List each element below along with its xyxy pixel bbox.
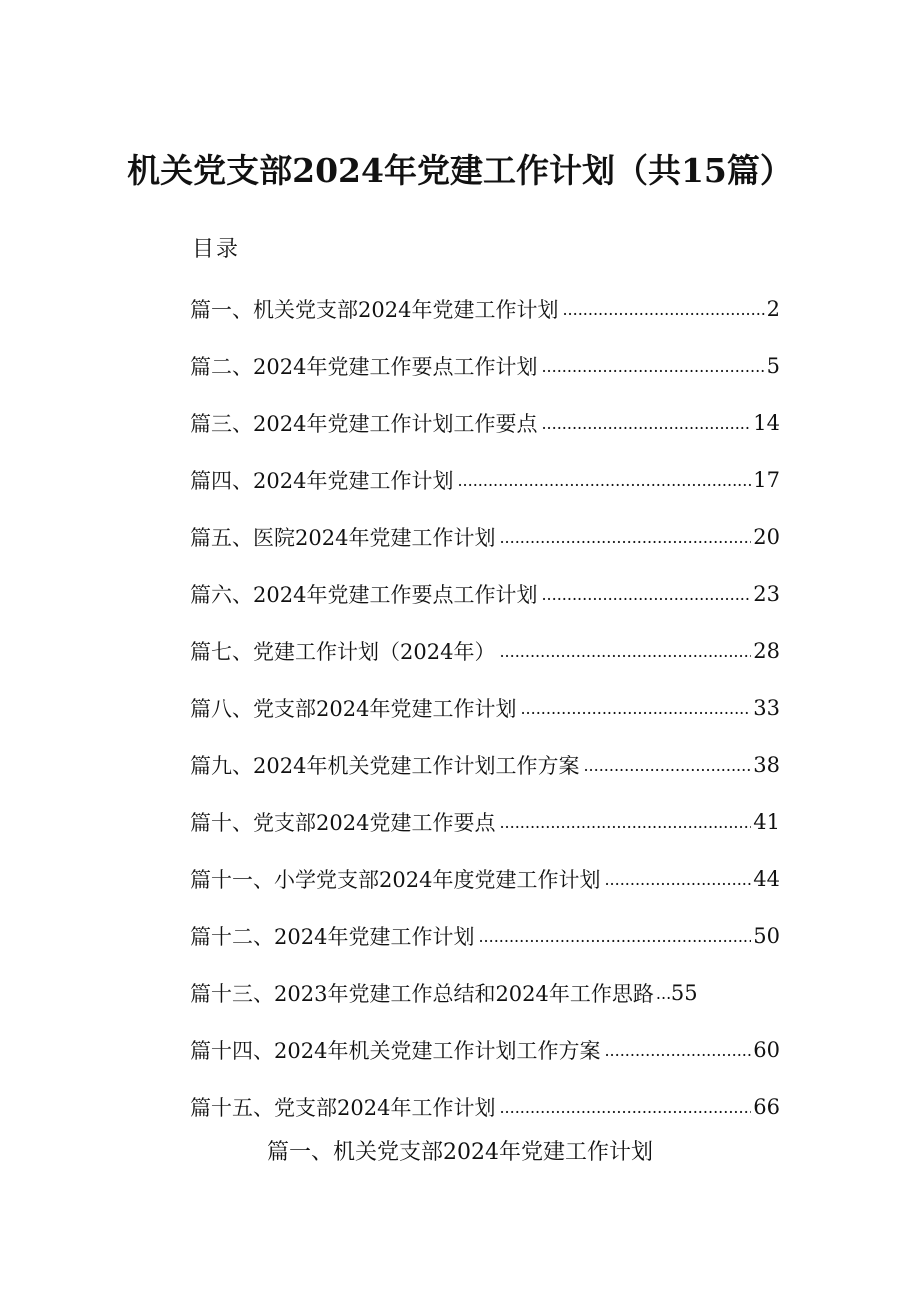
- toc-entry-title: 篇十五、党支部2024年工作计划: [190, 1095, 496, 1120]
- toc-entry-1[interactable]: [190, 280, 780, 337]
- toc-entry-8[interactable]: [190, 679, 780, 736]
- toc-entry-6[interactable]: [190, 565, 780, 622]
- toc-entry-title: 篇八、党支部2024年党建工作计划: [190, 696, 517, 721]
- toc-entry-14[interactable]: [190, 1021, 780, 1078]
- toc-page-number: 66: [753, 1094, 780, 1119]
- toc-entry-title: 篇三、2024年党建工作计划工作要点: [190, 411, 538, 436]
- toc-entry-15[interactable]: [190, 1078, 780, 1135]
- section-heading: 篇一、机关党支部2024年党建工作计划: [267, 1140, 653, 1165]
- toc-entry-10[interactable]: [190, 793, 780, 850]
- toc-entry-title: 篇十二、2024年党建工作计划: [190, 924, 475, 949]
- toc-dot-leader: [656, 984, 670, 1021]
- toc-page-number: 44: [753, 866, 780, 891]
- toc-dot-leader: [499, 528, 751, 565]
- toc-page-number: 23: [753, 581, 780, 606]
- toc-entry-title: 篇十一、小学党支部2024年度党建工作计划: [190, 867, 601, 892]
- toc-entry-title: 篇五、医院2024年党建工作计划: [190, 525, 496, 550]
- toc-dot-leader: [604, 870, 751, 907]
- toc-dot-leader: [604, 1041, 751, 1078]
- toc-dot-leader: [499, 813, 751, 850]
- toc-page-number: 14: [753, 410, 780, 435]
- toc-page-number: 17: [753, 467, 780, 492]
- toc-entry-5[interactable]: [190, 508, 780, 565]
- toc-entry-12[interactable]: [190, 907, 780, 964]
- table-of-contents: [190, 280, 780, 1135]
- toc-entry-13[interactable]: [190, 964, 780, 1021]
- toc-dot-leader: [541, 357, 764, 394]
- toc-page-number: 33: [753, 695, 780, 720]
- toc-page-number: 41: [753, 809, 780, 834]
- document-title: 机关党支部2024年党建工作计划（共15篇）: [127, 151, 793, 190]
- toc-entry-title: 篇四、2024年党建工作计划: [190, 468, 454, 493]
- toc-dot-leader: [541, 414, 751, 451]
- toc-dot-leader: [478, 927, 751, 964]
- toc-entry-9[interactable]: [190, 736, 780, 793]
- toc-entry-7[interactable]: [190, 622, 780, 679]
- toc-entry-title: 篇七、党建工作计划（2024年）: [190, 639, 496, 664]
- toc-page-number: 20: [753, 524, 780, 549]
- toc-entry-11[interactable]: [190, 850, 780, 907]
- toc-page-number: 38: [753, 752, 780, 777]
- toc-dot-leader: [541, 585, 751, 622]
- toc-page-number: 50: [753, 923, 780, 948]
- toc-label: 目录: [192, 237, 241, 262]
- toc-entry-title: 篇十四、2024年机关党建工作计划工作方案: [190, 1038, 601, 1063]
- toc-page-number: 60: [753, 1037, 780, 1062]
- toc-page-number: 5: [766, 353, 780, 378]
- toc-page-number: 55: [670, 980, 698, 1005]
- toc-dot-leader: [562, 300, 764, 337]
- toc-entry-title: 篇二、2024年党建工作要点工作计划: [190, 354, 538, 379]
- toc-entry-title: 篇十三、2023年党建工作总结和2024年工作思路: [190, 981, 654, 1006]
- toc-entry-title: 篇六、2024年党建工作要点工作计划: [190, 582, 538, 607]
- toc-entry-title: 篇一、机关党支部2024年党建工作计划: [190, 297, 559, 322]
- toc-entry-3[interactable]: [190, 394, 780, 451]
- toc-dot-leader: [457, 471, 751, 508]
- toc-entry-4[interactable]: [190, 451, 780, 508]
- toc-page-number: 2: [766, 296, 780, 321]
- toc-dot-leader: [499, 1098, 751, 1135]
- toc-dot-leader: [520, 699, 751, 736]
- toc-entry-title: 篇十、党支部2024党建工作要点: [190, 810, 496, 835]
- toc-page-number: 28: [753, 638, 780, 663]
- toc-entry-title: 篇九、2024年机关党建工作计划工作方案: [190, 753, 580, 778]
- toc-entry-2[interactable]: [190, 337, 780, 394]
- toc-dot-leader: [583, 756, 751, 793]
- toc-dot-leader: [499, 642, 751, 679]
